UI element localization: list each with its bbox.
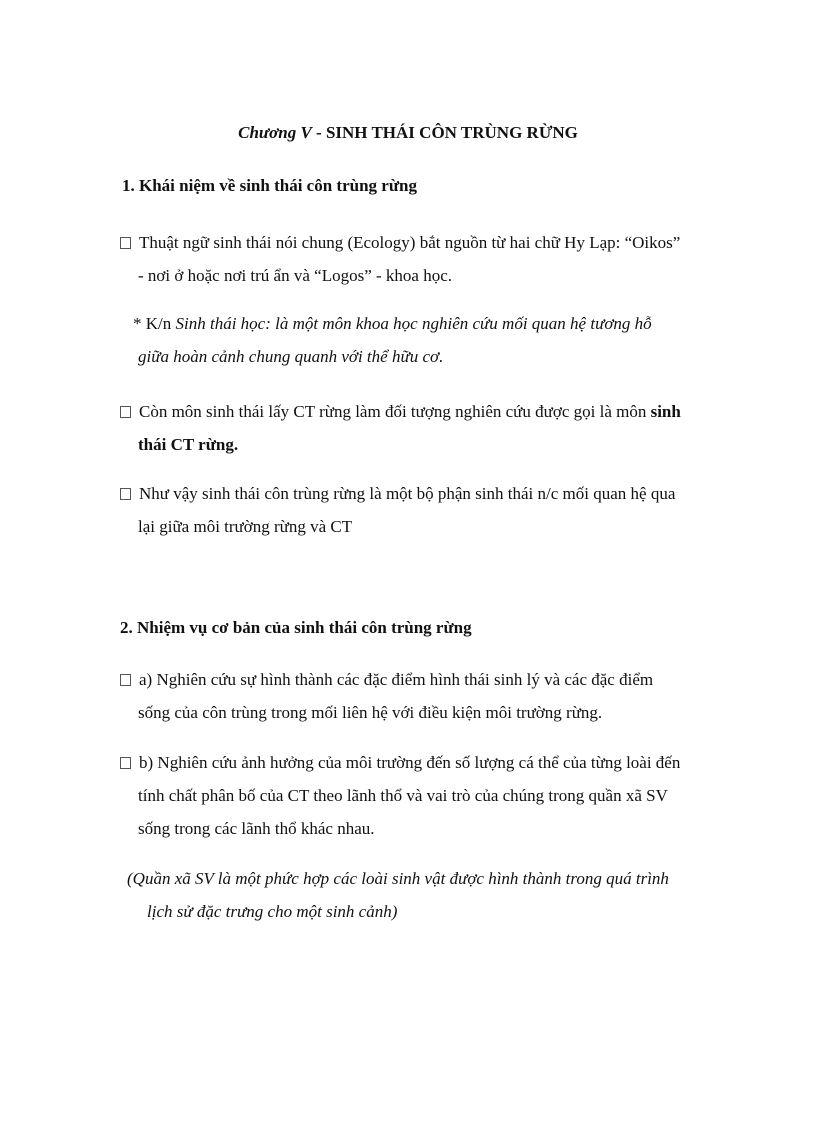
a-line1: a) Nghiên cứu sự hình thành các đặc điểm hình thái sinh lý và các đặc điểm (139, 670, 654, 689)
note-line2: lịch sử đặc trưng cho một sinh cảnh) (147, 902, 398, 921)
p1-line2: - nơi ở hoặc nơi trú ẩn và “Logos” - khoa học. (138, 266, 452, 285)
b-line2: tính chất phân bố của CT theo lãnh thổ và vai trò của chúng trong quần xã SV (138, 786, 668, 805)
section1-heading: 1. Khái niệm về sinh thái côn trùng rừng (122, 176, 417, 195)
p2-line1: Còn môn sinh thái lấy CT rừng làm đối tượng nghiên cứu được gọi là môn (139, 402, 651, 421)
bullet-box-icon (120, 757, 131, 769)
b-line3: sống trong các lãnh thổ khác nhau. (138, 819, 375, 838)
page-title (0, 123, 816, 143)
p3-line2: lại giữa môi trường rừng và CT (138, 517, 353, 536)
section2-item-a (120, 663, 810, 729)
definition-block (133, 307, 813, 373)
a-line2: sống của côn trùng trong mối liên hệ với điều kiện môi trường rừng. (138, 703, 603, 722)
p1-line1: Thuật ngữ sinh thái nói chung (Ecology) bắt nguồn từ hai chữ Hy Lạp: “Oikos” (139, 233, 681, 252)
title-chapter: Chương V (238, 123, 312, 142)
bullet-box-icon (120, 237, 131, 249)
section1-paragraph-1 (120, 226, 800, 292)
section1-paragraph-2 (120, 395, 810, 461)
bullet-box-icon (120, 488, 131, 500)
section2-heading: 2. Nhiệm vụ cơ bản của sinh thái côn trùng rừng (120, 618, 472, 637)
bullet-box-icon (120, 406, 131, 418)
p3-line1: Như vậy sinh thái côn trùng rừng là một bộ phận sinh thái n/c mối quan hệ qua (139, 484, 676, 503)
bullet-box-icon (120, 674, 131, 686)
section1-paragraph-3 (120, 477, 810, 543)
def-line2: giữa hoàn cảnh chung quanh với thể hữu cơ. (138, 347, 444, 366)
note-line1: (Quần xã SV là một phức hợp các loài sinh vật được hình thành trong quá trình (127, 869, 669, 888)
title-text: - SINH THÁI CÔN TRÙNG RỪNG (311, 123, 578, 142)
p2-line2-bold: thái CT rừng. (138, 435, 239, 454)
def-line1: Sinh thái học: là một môn khoa học nghiên cứu mối quan hệ tương hỗ (175, 314, 652, 333)
section2-note (127, 862, 816, 928)
p2-line1-bold: sinh (650, 402, 681, 421)
section2-item-b (120, 746, 810, 845)
b-line1: b) Nghiên cứu ảnh hưởng của môi trường đến số lượng cá thể của từng loài đến (139, 753, 681, 772)
def-prefix: * K/n (133, 314, 176, 333)
